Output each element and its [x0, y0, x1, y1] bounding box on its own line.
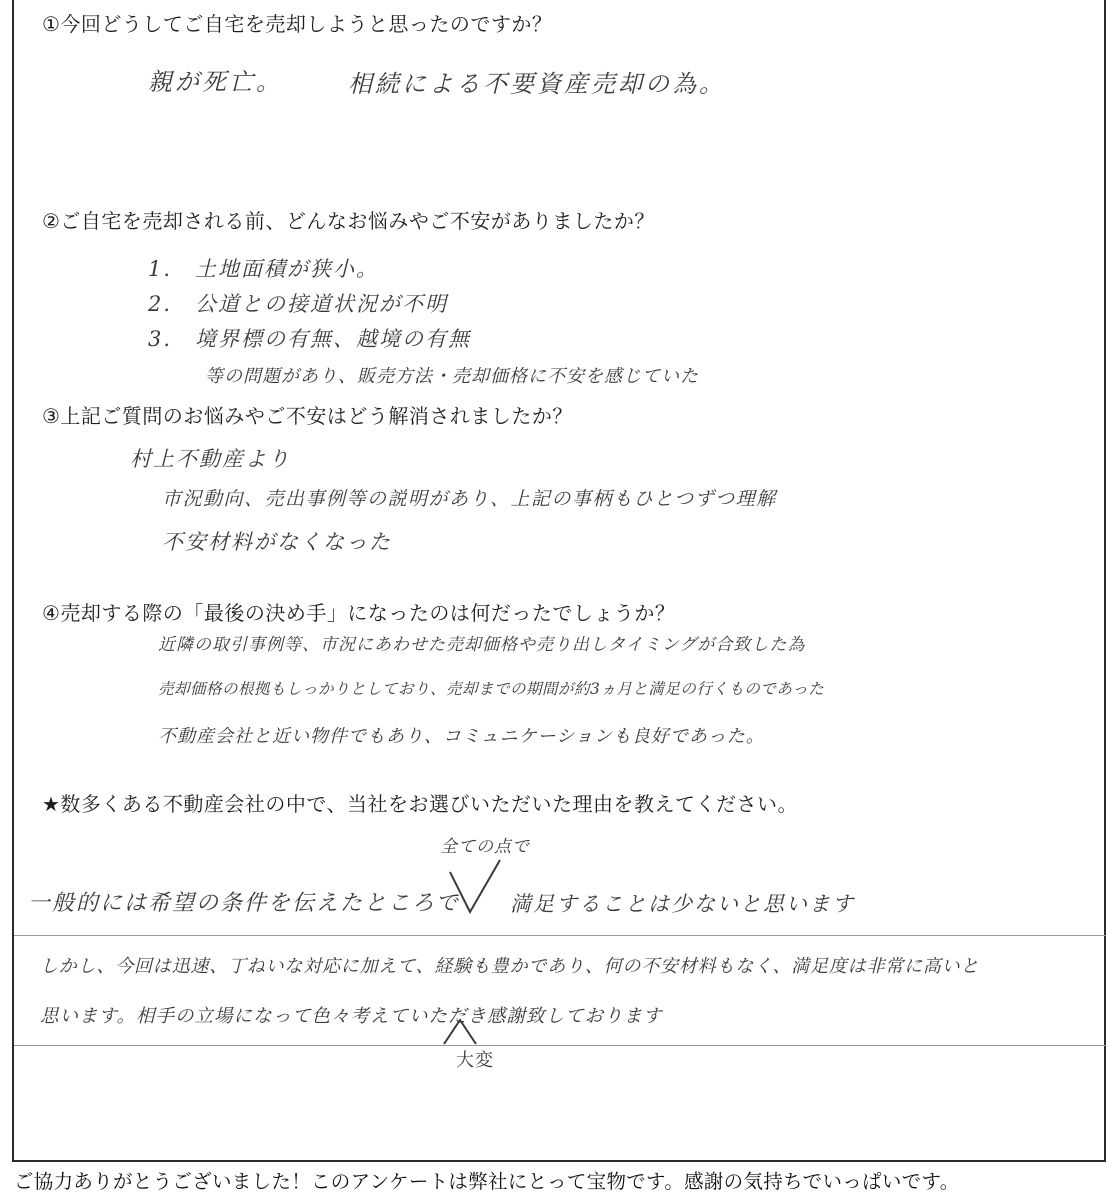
answer-rule-2: [14, 1045, 1106, 1046]
answer-1-line-2: 相続による不要資産売却の為。: [348, 70, 726, 98]
answer-5-insert-2: 大変: [456, 1050, 494, 1071]
answer-5-line-2: しかし、今回は迅速、丁ねいな対応に加えて、経験も豊かであり、何の不安材料もなく、満足度は非常に高いと: [40, 956, 980, 977]
answer-4-line-2: 売却価格の根拠もしっかりとしており、売却までの期間が約3ヵ月と満足の行くものであった: [158, 680, 825, 698]
answer-rule-1: [14, 935, 1106, 936]
insertion-caret-icon: [440, 1016, 480, 1046]
answer-4-line-1: 近隣の取引事例等、市況にあわせた売却価格や売り出しタイミングが合致した為: [158, 635, 806, 655]
answer-4-line-3: 不動産会社と近い物件でもあり、コミュニケーションも良好であった。: [158, 726, 765, 747]
answer-3-line-2: 市況動向、売出事例等の説明があり、上記の事柄もひとつずつ理解: [162, 488, 777, 510]
question-5: ★数多くある不動産会社の中で、当社をお選びいただいた理由を教えてください。: [42, 792, 799, 816]
answer-2-line-3: 3. 境界標の有無、越境の有無: [148, 327, 472, 351]
answer-1-line-1: 親が死亡。: [148, 68, 283, 96]
answer-3-line-3: 不安材料がなくなった: [162, 530, 392, 554]
answer-2-line-1: 1. 土地面積が狭小。: [148, 257, 380, 281]
answer-5-line-1a: 一般的には希望の条件を伝えたところで: [28, 891, 460, 916]
answer-2-line-4: 等の問題があり、販売方法・売却価格に不安を感じていた: [205, 366, 699, 387]
answer-5-line-1b: 満足することは少ないと思います: [510, 892, 855, 916]
footer-message: ご協力ありがとうございました！このアンケートは弊社にとって宝物です。感謝の気持ちでいっぱいです。: [14, 1170, 960, 1193]
question-4: ④売却する際の「最後の決め手」になったのは何だったでしょうか？: [42, 601, 676, 625]
answer-5-insert-1: 全ての点で: [440, 837, 530, 857]
question-2: ②ご自宅を売却される前、どんなお悩みやご不安がありましたか？: [42, 209, 655, 233]
answer-5-line-3: 思います。相手の立場になって色々考えていただき感謝致しております: [40, 1006, 663, 1027]
survey-sheet: [12, 0, 1106, 1162]
question-1: ①今回どうしてご自宅を売却しようと思ったのですか？: [42, 12, 553, 36]
answer-3-line-1: 村上不動産より: [130, 447, 291, 471]
answer-2-line-2: 2. 公道との接道状況が不明: [148, 292, 449, 316]
question-3: ③上記ご質問のお悩みやご不安はどう解消されましたか？: [42, 404, 573, 428]
